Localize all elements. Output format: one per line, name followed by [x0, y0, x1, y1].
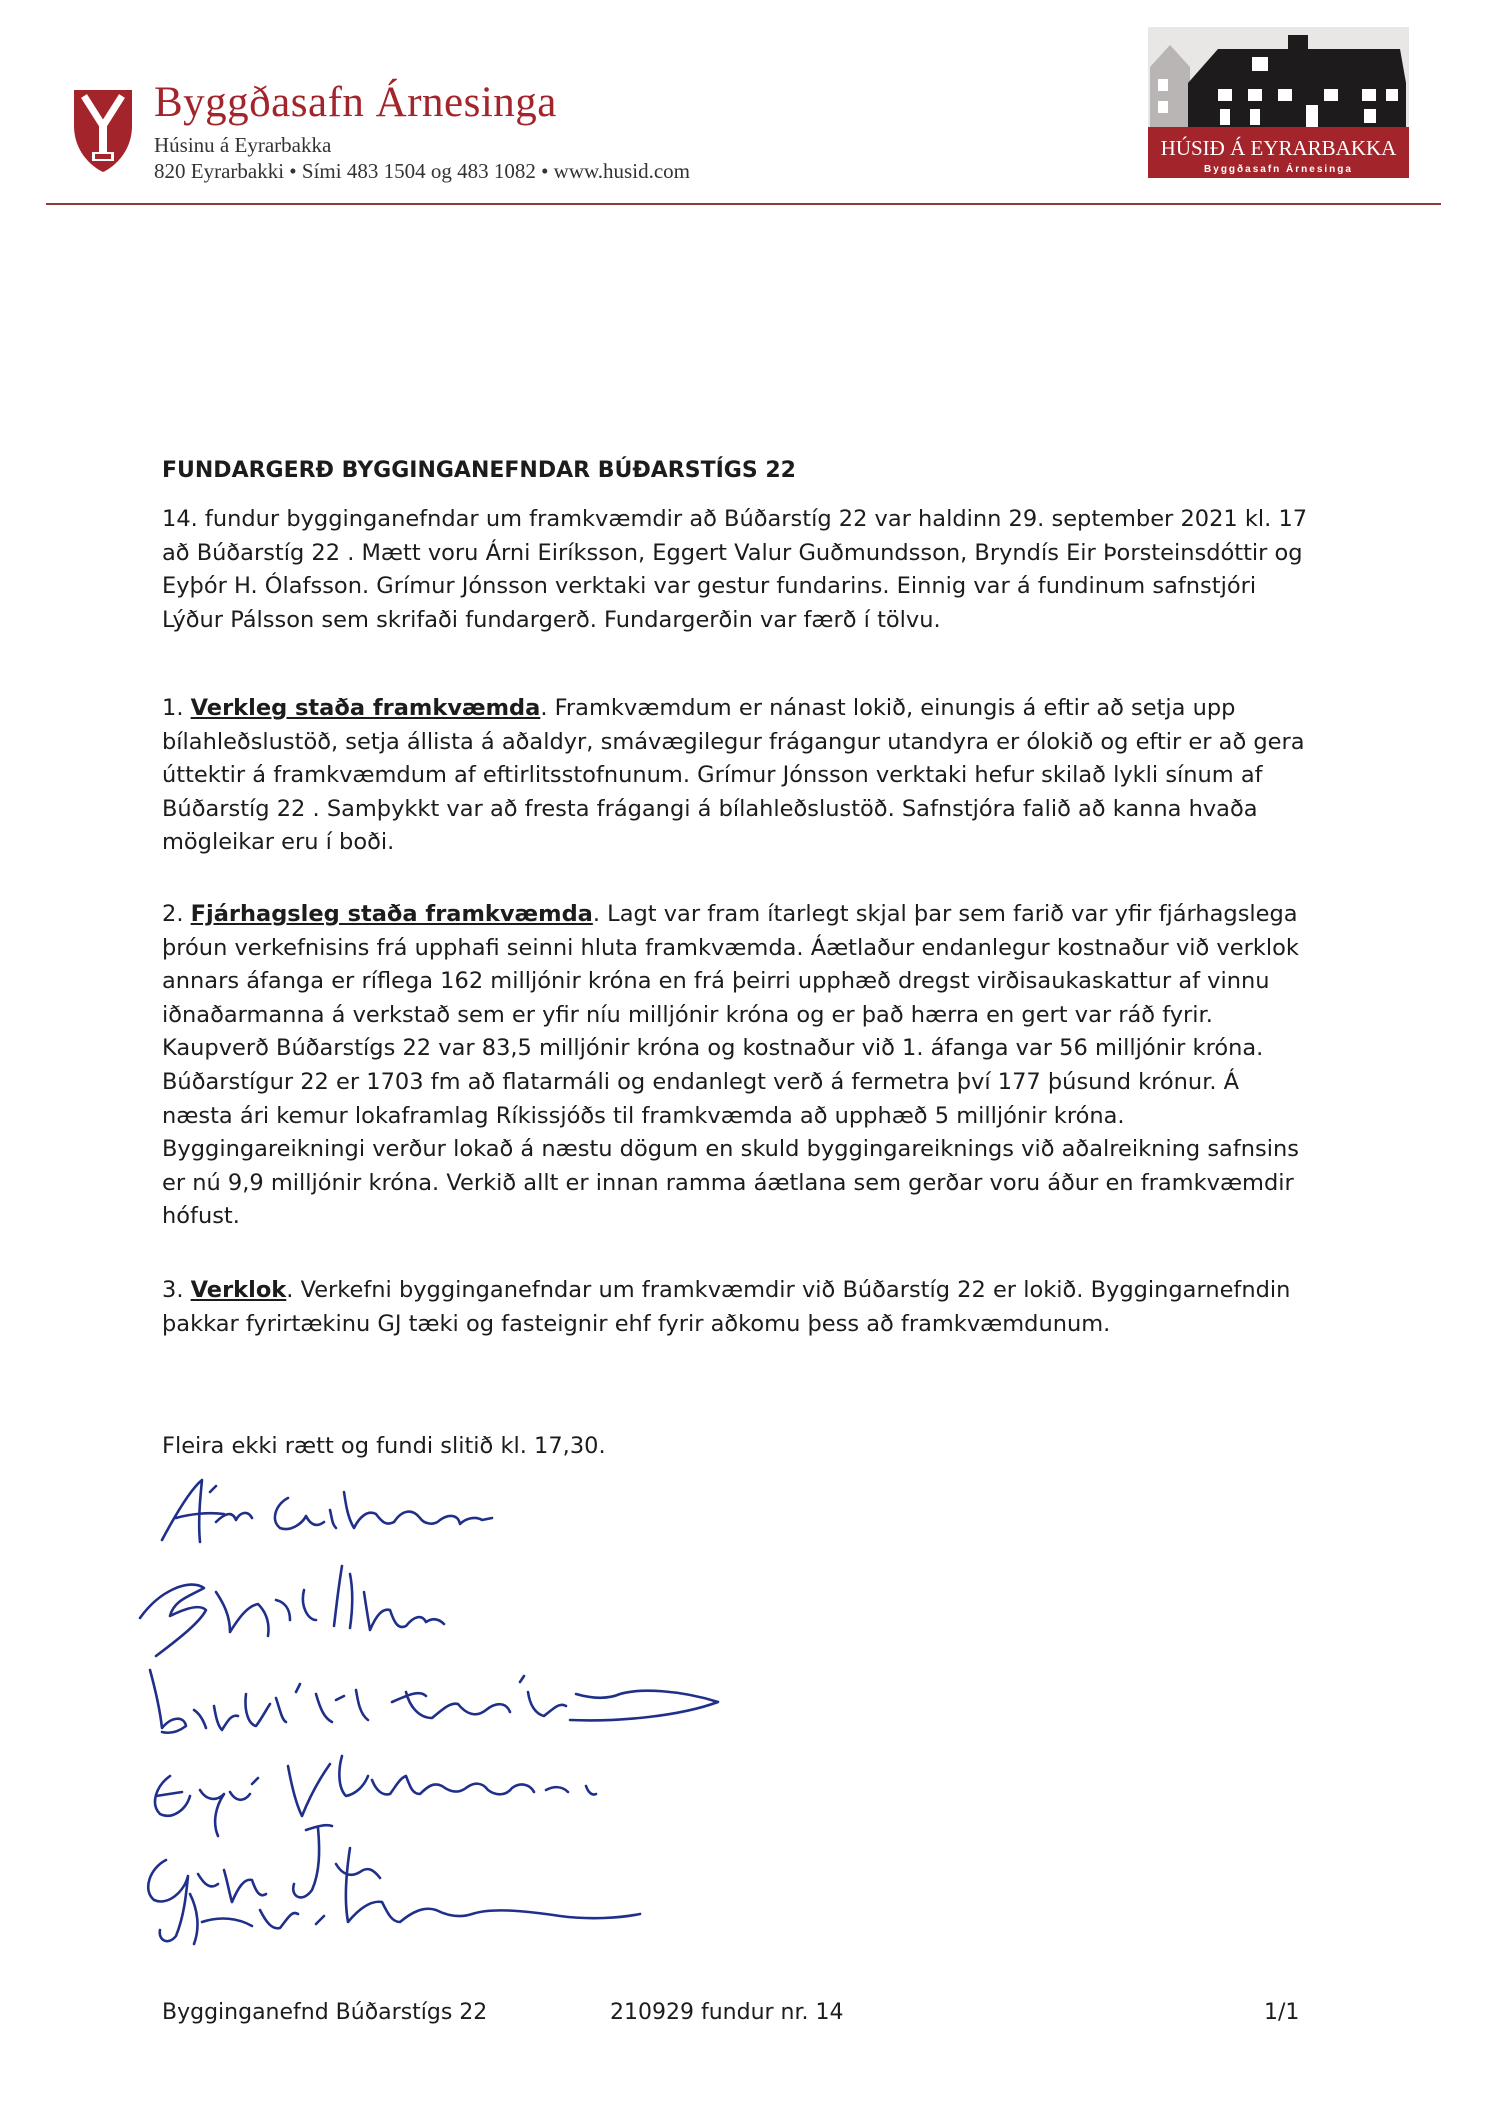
paragraph-line: Byggingareikningi verður lokað á næstu dögum en skuld byggingareiknings við aðalreikning safnsins: [162, 1136, 1299, 1163]
paragraph-line: þróun verkefnisins frá upphafi seinni hluta framkvæmda. Áætlaður endanlegur kostnaður við verklok: [162, 934, 1299, 961]
handwritten-signatures: [120, 1470, 840, 1950]
section-fjarhagsleg: [162, 898, 1352, 1234]
y-shield-logo-icon: [70, 86, 136, 174]
paragraph-line: úttektir á framkvæmdum af eftirlitsstofnunum. Grímur Jónsson verktaki hefur skilað lykli sínum af: [162, 762, 1263, 789]
paragraph-line: þakkar fyrirtækinu GJ tæki og fasteignir ehf fyrir aðkomu þess að framkvæmdunum.: [162, 1310, 1111, 1337]
section-heading: Verklok: [190, 1277, 287, 1303]
house-badge: [1148, 27, 1409, 178]
section-heading: Fjárhagsleg staða framkvæmda: [190, 901, 593, 927]
section-first-line-text: . Verkefni bygginganefndar um framkvæmdir við Búðarstíg 22 er lokið. Byggingarnefndin: [286, 1277, 1291, 1303]
organization-contact: 820 Eyrarbakki • Sími 483 1504 og 483 1082 • www.husid.com: [154, 159, 690, 183]
section-number: 2.: [162, 901, 184, 927]
paragraph-line: Eyþór H. Ólafsson. Grímur Jónsson verktaki var gestur fundarins. Einnig var á fundinum safnstjóri: [162, 573, 1257, 600]
signature-eythor: [140, 1566, 444, 1656]
paragraph-line: Búðarstígur 22 er 1703 fm að flatarmáli og endanlegt verð á fermetra því 177 þúsund krónur. Á: [162, 1068, 1240, 1095]
section-verklok: [162, 1274, 1352, 1341]
paragraph-line: að Búðarstíg 22 . Mætt voru Árni Eiríksson, Eggert Valur Guðmundsson, Bryndís Eir Þorsteinsdóttir og: [162, 539, 1303, 566]
letterhead-rule: [46, 203, 1441, 205]
section-first-line-text: . Framkvæmdum er nánast lokið, einungis á eftir að setja upp: [540, 695, 1236, 721]
badge-subtitle: Byggðasafn Árnesinga: [1204, 164, 1353, 175]
section-first-line: [162, 692, 1352, 726]
section-number: 3.: [162, 1277, 184, 1303]
footer-meeting-ref: 210929 fundur nr. 14: [610, 2000, 844, 2025]
section-number: 1.: [162, 695, 184, 721]
organization-name: Byggðasafn Árnesinga: [154, 79, 557, 126]
paragraph-line: iðnaðarmanna á verkstað sem er yfir níu milljónir króna og er það hærra en gert var ráð fyrir.: [162, 1001, 1213, 1028]
paragraph-line: Lýður Pálsson sem skrifaði fundargerð. Fundargerðin var færð í tölvu.: [162, 606, 941, 633]
closing-remark: Fleira ekki rætt og fundi slitið kl. 17,30.: [162, 1433, 606, 1459]
paragraph-line: Búðarstíg 22 . Samþykkt var að fresta frágangi á bílahleðslustöð. Safnstjóra falið að kanna hvaða: [162, 795, 1258, 822]
paragraph-line: annars áfanga er ríflega 162 milljónir króna en frá þeirri upphæð dregst virðisaukaskattur af vinnu: [162, 968, 1270, 995]
intro-paragraph: [162, 503, 1352, 637]
section-first-line-text: . Lagt var fram ítarlegt skjal þar sem farið var yfir fjárhagslega: [592, 901, 1298, 927]
paragraph-line: næsta ári kemur lokaframlag Ríkissjóðs til framkvæmda að upphæð 5 milljónir króna.: [162, 1102, 1125, 1129]
paragraph-line: bílahleðslustöð, setja állista á aðaldyr, smávægilegur frágangur utandyra er ólokið og eftir er að gera: [162, 728, 1305, 755]
footer-committee: Bygginganefnd Búðarstígs 22: [162, 2000, 488, 2025]
signature-bryndis: [150, 1670, 718, 1733]
signature-eggert: [155, 1756, 596, 1836]
paragraph-line: Kaupverð Búðarstígs 22 var 83,5 milljónir króna og kostnaður við 1. áfanga var 56 milljónir króna.: [162, 1035, 1264, 1062]
paragraph-line: er nú 9,9 milljónir króna. Verkið allt er innan ramma áætlana sem gerðar voru áður en framkvæmdir: [162, 1169, 1294, 1196]
paragraph-line: hófust.: [162, 1203, 240, 1230]
paragraph-line: 14. fundur bygginganefndar um framkvæmdir að Búðarstíg 22 var haldinn 29. september 2021 kl. 17: [162, 506, 1308, 532]
section-first-line: [162, 898, 1352, 932]
section-verkleg: [162, 692, 1352, 860]
section-heading: Verkleg staða framkvæmda: [190, 695, 541, 721]
document-title: FUNDARGERÐ BYGGINGANEFNDAR BÚÐARSTÍGS 22: [162, 458, 796, 483]
section-first-line: [162, 1274, 1352, 1308]
footer-page-number: 1/1: [1264, 2000, 1300, 2025]
signature-lydur: [190, 1848, 640, 1944]
organization-subline: Húsinu á Eyrarbakka: [154, 133, 332, 157]
signature-arni: [162, 1480, 492, 1542]
badge-title: HÚSIÐ Á EYRARBAKKA: [1160, 136, 1397, 160]
paragraph-line: mögleikar eru í boði.: [162, 829, 395, 856]
